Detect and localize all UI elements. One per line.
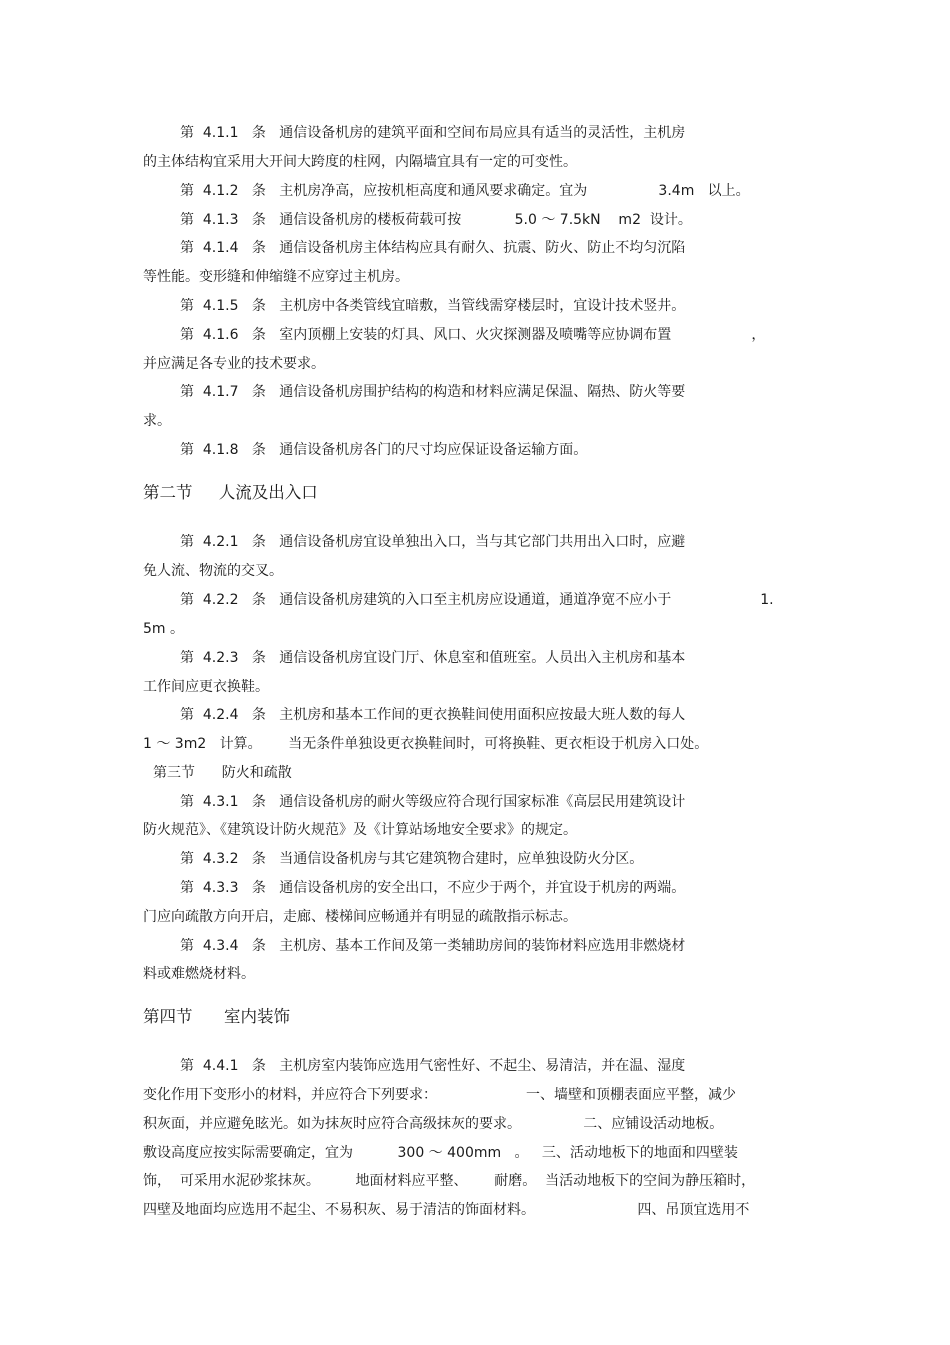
clause-4-3-2: 第 4.3.2 条 当通信设备机房与其它建筑物合建时，应单独设防火分区。	[180, 851, 644, 867]
clause-4-1-1-line2: 的主体结构宜采用大开间大跨度的柱网，内隔墙宜具有一定的可变性。	[143, 154, 577, 170]
clause-4-3-1-line2: 防火规范》、《建筑设计防火规范》及《计算站场地安全要求》的规定。	[143, 822, 577, 838]
clause-4-1-3: 第 4.1.3 条 通信设备机房的楼板荷载可按 5.0 ～ 7.5kN m2 设计。	[180, 212, 692, 228]
clause-4-1-4-line2: 等性能。变形缝和伸缩缝不应穿过主机房。	[143, 269, 409, 285]
clause-4-4-1-line4: 敷设高度应按实际需要确定，宜为 300 ～ 400mm 。 三、活动地板下的地面和四壁装	[143, 1145, 738, 1161]
clause-4-1-6-line1: 第 4.1.6 条 室内顶棚上安装的灯具、风口、火灾探测器及喷嘴等应协调布置 ，	[180, 327, 766, 343]
clause-4-4-1-line2: 变化作用下变形小的材料，并应符合下列要求： 一、墙壁和顶棚表面应平整，减少	[143, 1087, 737, 1103]
clause-4-1-5: 第 4.1.5 条 主机房中各类管线宜暗敷，当管线需穿楼层时，宜设计技术竖井。	[180, 298, 686, 314]
clause-4-2-1-line2: 免人流、物流的交叉。	[143, 563, 283, 579]
clause-4-2-1-line1: 第 4.2.1 条 通信设备机房宜设单独出入口，当与其它部门共用出入口时，应避	[180, 534, 686, 550]
section-heading-4: 第四节 室内装饰	[143, 1007, 290, 1026]
clause-4-1-4-line1: 第 4.1.4 条 通信设备机房主体结构应具有耐久、抗震、防火、防止不均匀沉陷	[180, 240, 686, 256]
clause-4-4-1-line1: 第 4.4.1 条 主机房室内装饰应选用气密性好、不起尘、易清洁，并在温、湿度	[180, 1058, 686, 1074]
clause-4-1-7-line1: 第 4.1.7 条 通信设备机房围护结构的构造和材料应满足保温、隔热、防火等要	[180, 384, 686, 400]
clause-4-1-1-line1: 第 4.1.1 条 通信设备机房的建筑平面和空间布局应具有适当的灵活性，主机房	[180, 125, 686, 141]
clause-4-1-7-line2: 求。	[143, 413, 171, 429]
section-heading-2: 第二节 人流及出入口	[143, 483, 318, 502]
clause-4-4-1-line6: 四壁及地面均应选用不起尘、不易积灰、易于清洁的饰面材料。 四、吊顶宜选用不	[143, 1202, 750, 1218]
clause-4-1-8: 第 4.1.8 条 通信设备机房各门的尺寸均应保证设备运输方面。	[180, 442, 588, 458]
clause-4-3-4-line1: 第 4.3.4 条 主机房、基本工作间及第一类辅助房间的装饰材料应选用非燃烧材	[180, 938, 686, 954]
clause-4-4-1-line5: 饰， 可采用水泥砂浆抹灰。 地面材料应平整、 耐磨。 当活动地板下的空间为静压箱时，	[143, 1173, 756, 1189]
clause-4-3-3-line1: 第 4.3.3 条 通信设备机房的安全出口，不应少于两个，并宜设于机房的两端。	[180, 880, 686, 896]
clause-4-2-3-line1: 第 4.2.3 条 通信设备机房宜设门厅、休息室和值班室。人员出入主机房和基本	[180, 650, 686, 666]
clause-4-1-6-line2: 并应满足各专业的技术要求。	[143, 356, 325, 372]
clause-4-3-3-line2: 门应向疏散方向开启，走廊、楼梯间应畅通并有明显的疏散指示标志。	[143, 909, 577, 925]
clause-4-4-1-line3: 积灰面，并应避免眩光。如为抹灰时应符合高级抹灰的要求。 二、应铺设活动地板。	[143, 1116, 724, 1132]
clause-4-2-2-line1: 第 4.2.2 条 通信设备机房建筑的入口至主机房应设通道，通道净宽不应小于 1.	[180, 592, 774, 608]
clause-4-1-2: 第 4.1.2 条 主机房净高，应按机柜高度和通风要求确定。宜为 3.4m 以上。	[180, 183, 750, 199]
clause-4-2-2-line2: 5m 。	[143, 621, 184, 637]
clause-4-2-3-line2: 工作间应更衣换鞋。	[143, 679, 269, 695]
clause-4-3-1-line1: 第 4.3.1 条 通信设备机房的耐火等级应符合现行国家标准《高层民用建筑设计	[180, 794, 686, 810]
section-heading-3: 第三节 防火和疏散	[153, 765, 292, 781]
clause-4-3-4-line2: 料或难燃烧材料。	[143, 966, 255, 982]
clause-4-2-4-line1: 第 4.2.4 条 主机房和基本工作间的更衣换鞋间使用面积应按最大班人数的每人	[180, 707, 686, 723]
clause-4-2-4-line2: 1 ～ 3m2 计算。 当无条件单独设更衣换鞋间时，可将换鞋、更衣柜设于机房入口处。	[143, 736, 709, 752]
